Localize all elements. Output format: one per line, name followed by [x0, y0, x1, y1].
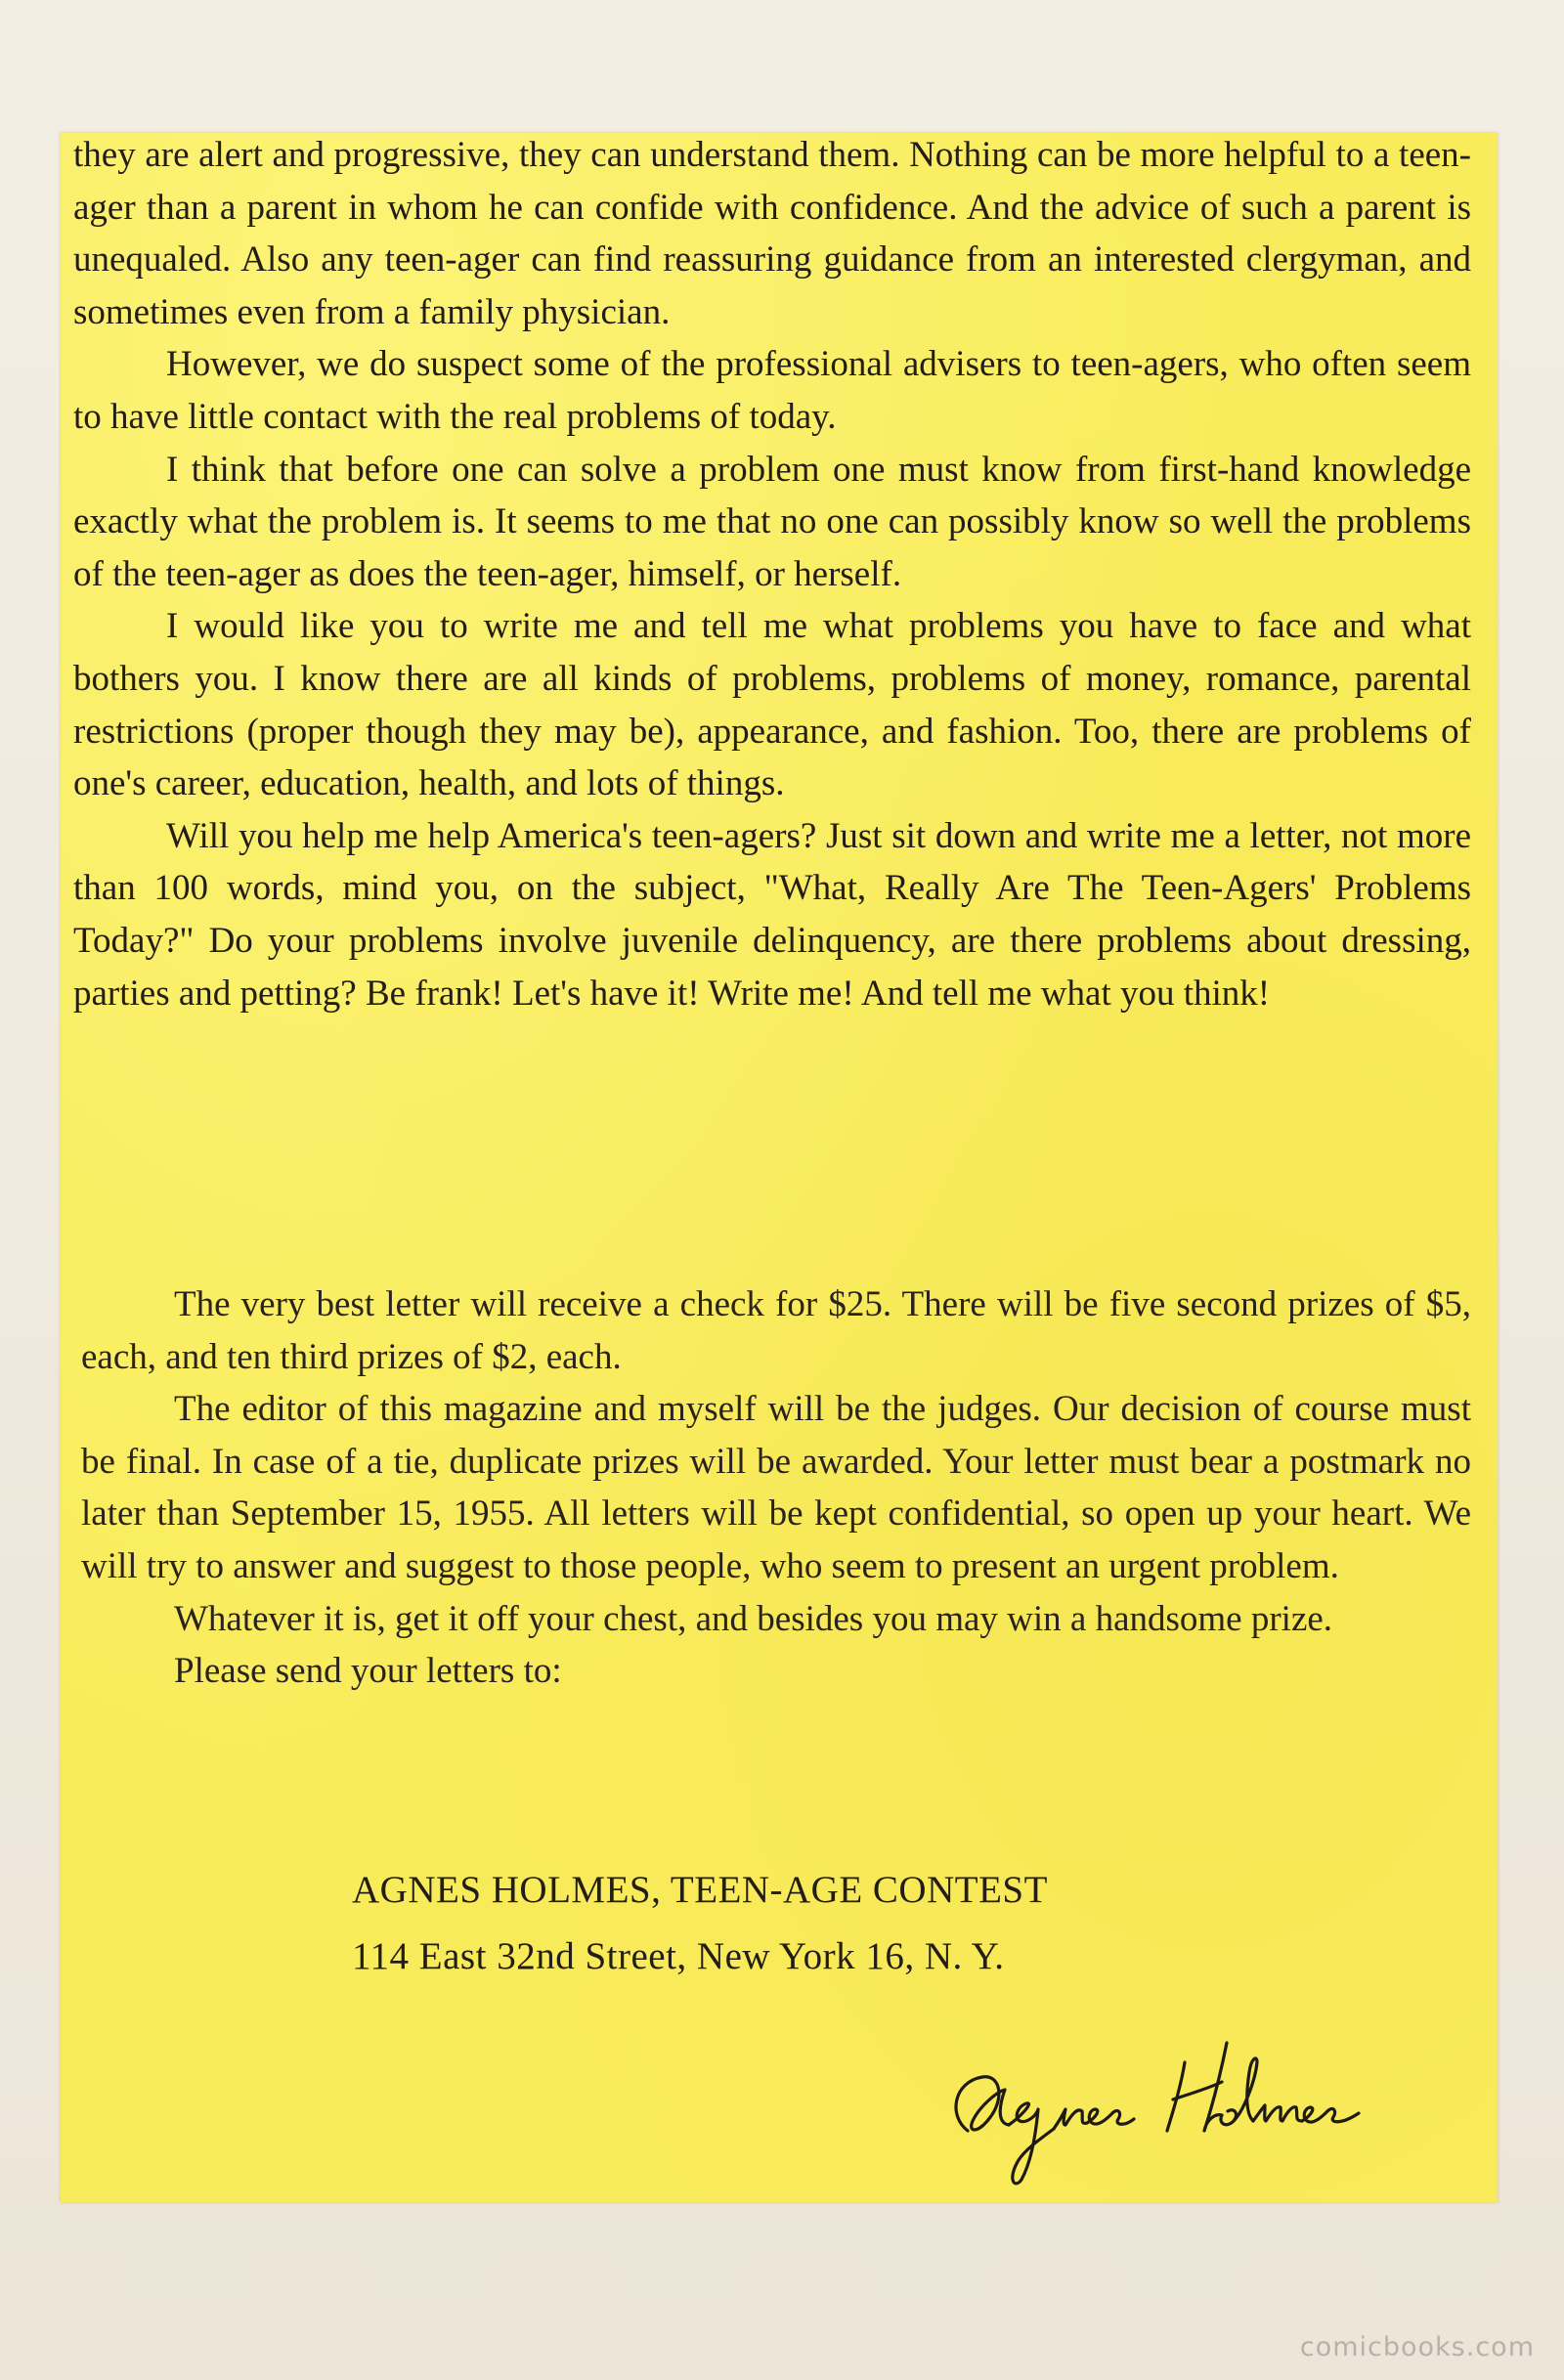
contest-paragraph: The editor of this magazine and myself will be the judges. Our decision of course must be final. In case of a tie, duplicate prizes will be awarded. Your letter must bear a postmark no later than September 15, 1955. All letters will be kept confidential, so open up your heart. We will try to answer and suggest to those people, who seem to present an urgent problem.: [81, 1389, 1471, 1586]
letter-paragraph: I think that before one can solve a problem one must know from first-hand knowledge exactly what the problem is. It seems to me that no one can possibly know so well the problems of the teen-ager as does the teen-ager, himself, or herself.: [73, 449, 1471, 594]
address-line-1: AGNES HOLMES, TEEN-AGE CONTEST: [352, 1869, 1048, 1911]
signature-agnes-holmes: [929, 2023, 1388, 2189]
letter-paragraph: I would like you to write me and tell me what problems you have to face and what bothers you. I know there are all kinds of problems, problems of money, romance, parental restrictions (proper though they may be), appearance, and fashion. Too, there are problems of one's career, education, health, and lots of things.: [73, 606, 1471, 804]
letter-body: [73, 129, 1471, 1019]
contest-paragraph: The very best letter will receive a check for $25. There will be five second prizes of $5, each, and ten third prizes of $2, each.: [81, 1284, 1471, 1377]
letter-paragraph: However, we do suspect some of the professional advisers to teen-agers, who often seem to have little contact with the real problems of today.: [73, 344, 1471, 437]
contest-paragraph: Please send your letters to:: [174, 1651, 562, 1692]
contest-paragraph: Whatever it is, get it off your chest, and besides you may win a handsome prize.: [174, 1598, 1333, 1639]
contest-rules: [81, 1278, 1471, 1698]
letter-paragraph: they are alert and progressive, they can understand them. Nothing can be more helpful to a teen-ager than a parent in whom he can confide with confidence. And the advice of such a parent is unequaled. Also any teen-ager can find reassuring guidance from an interested clergyman, and sometimes even from a family physician.: [73, 135, 1471, 332]
watermark: comicbooks.com: [1299, 2332, 1535, 2362]
mailing-address: [352, 1857, 1232, 1990]
address-line-2: 114 East 32nd Street, New York 16, N. Y.: [352, 1935, 1005, 1977]
letter-paragraph: Will you help me help America's teen-agers? Just sit down and write me a letter, not more than 100 words, mind you, on the subject, "What, Really Are The Teen-Agers' Problems Today?" Do your problems involve juvenile delinquency, are there problems about dressing, parties and petting? Be frank! Let's have it! Write me! And tell me what you think!: [73, 815, 1471, 1014]
